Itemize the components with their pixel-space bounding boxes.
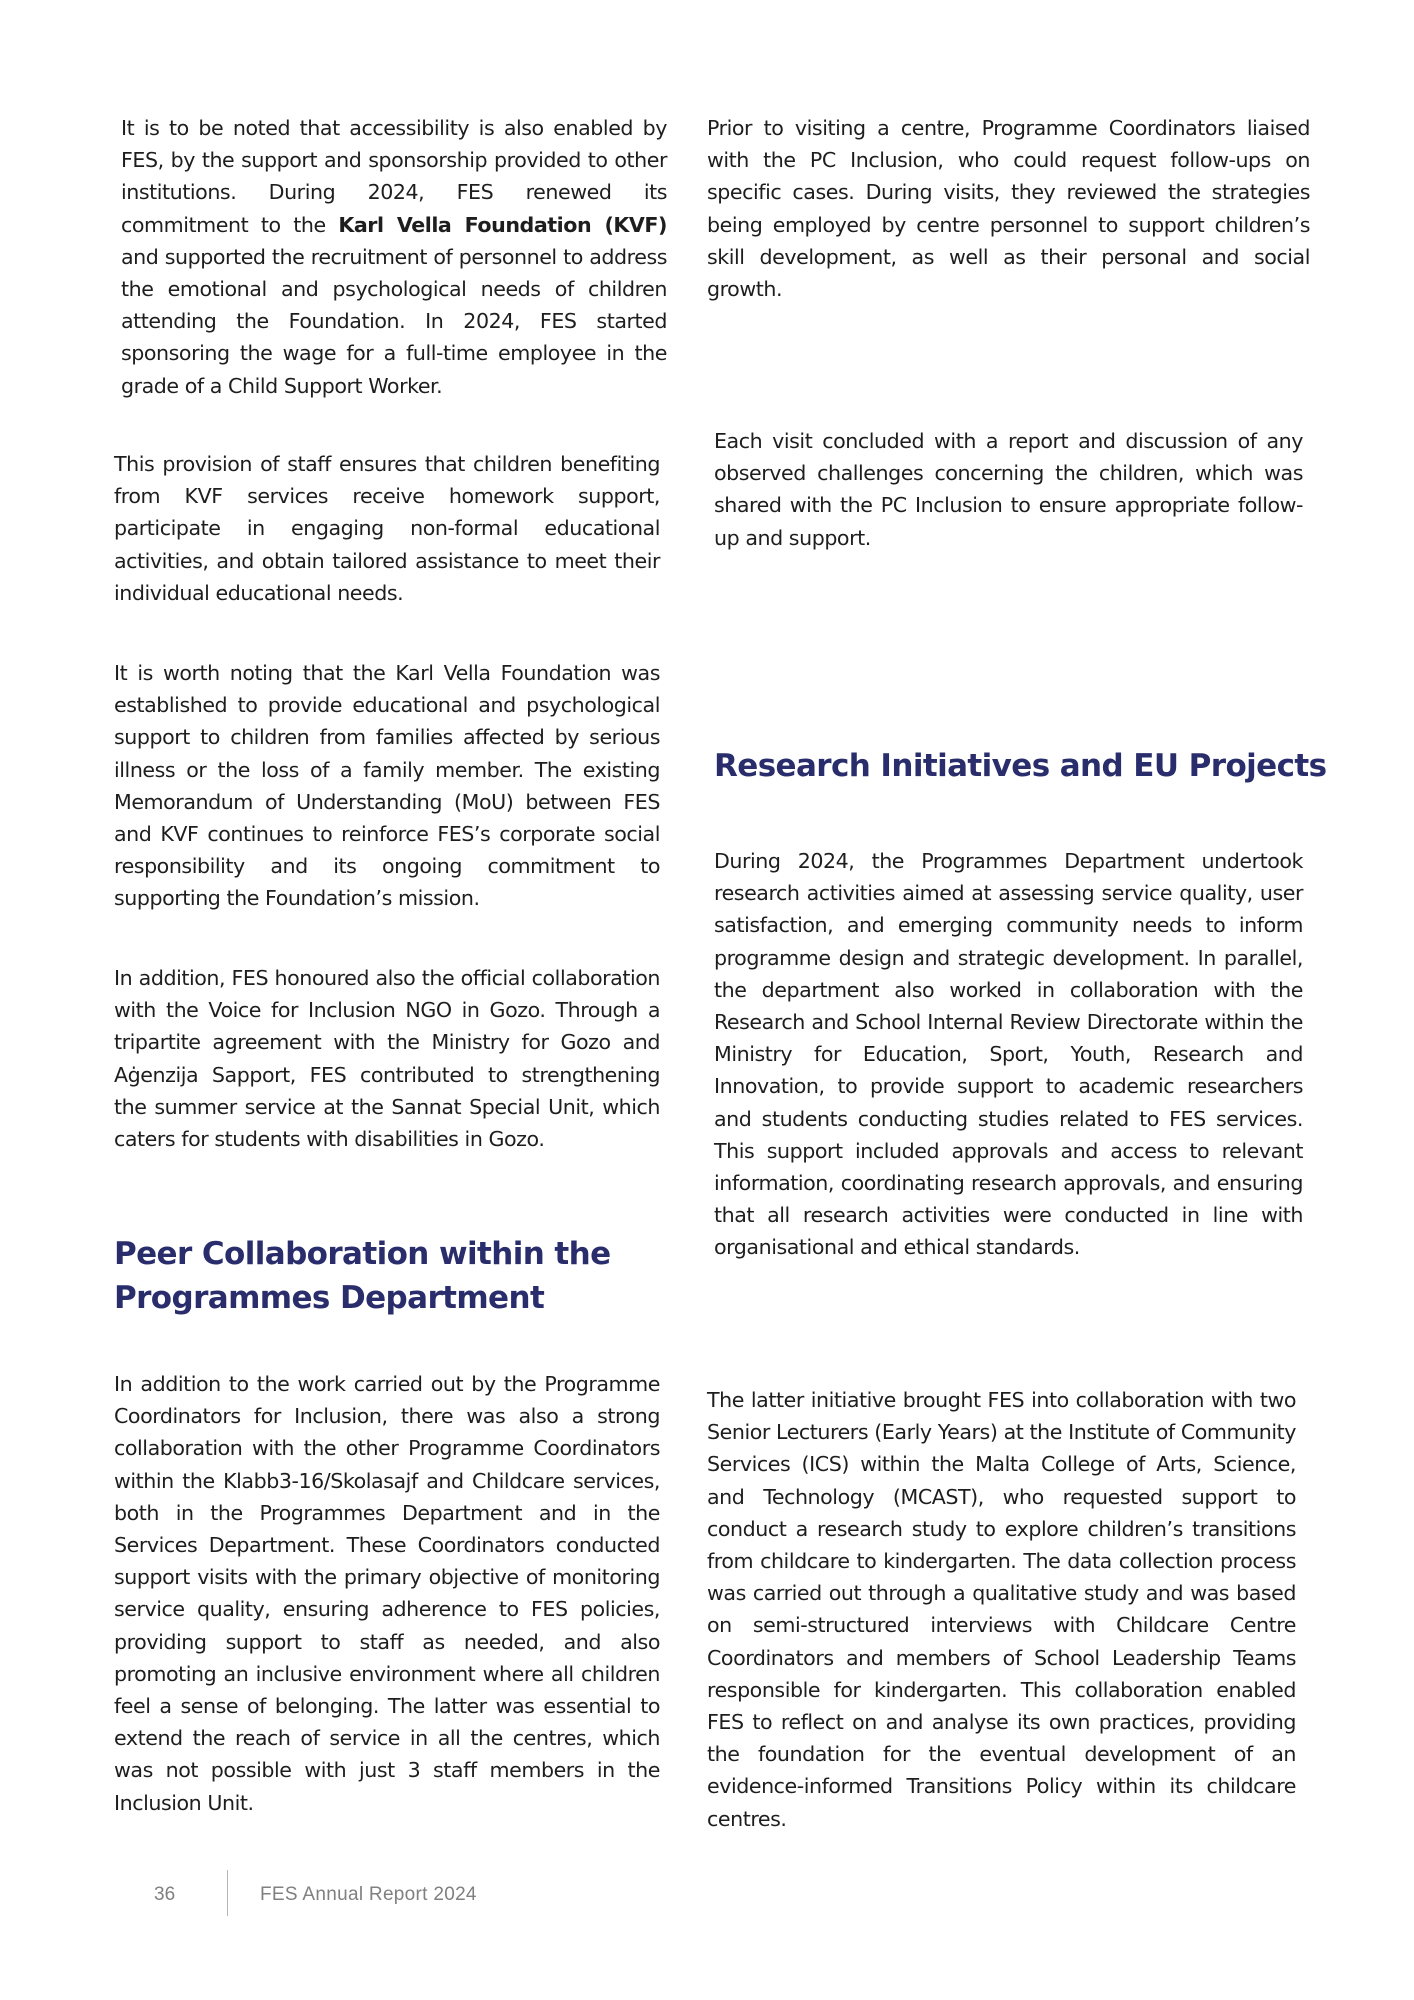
heading-peer-collaboration-line2: Programmes Department bbox=[114, 1280, 545, 1316]
left-paragraph-kvf-sponsorship bbox=[121, 112, 667, 402]
heading-peer-collaboration bbox=[114, 1232, 674, 1320]
kvf-bold-text: Karl Vella Foundation (KVF) bbox=[338, 212, 667, 237]
heading-peer-collaboration-line1: Peer Collaboration within the bbox=[114, 1236, 611, 1272]
left-paragraph-staff-provision: This provision of staff ensures that children benefiting from KVF services receive homework support, participate in engaging non-formal educational activities, and obtain tailored assistance to meet their individual educational needs. bbox=[114, 452, 660, 605]
right-paragraph-mcast-collaboration: The latter initiative brought FES into collaboration with two Senior Lecturers (Early Years) at the Institute of Community Services (ICS) within the Malta College of Arts, Science, and Technology (MCAST), who requested support to conduct a research study to explore children’s transitions from childcare to kindergarten. The data collection process was carried out through a qualitative study and was based on semi-structured interviews with Childcare Centre Coordinators and members of School Leadership Teams responsible for kindergarten. This collaboration enabled FES to reflect on and analyse its own practices, providing the foundation for the eventual development of an evidence-informed Transitions Policy within its childcare centres. bbox=[707, 1388, 1296, 1831]
left-p1-text-start: It is to be noted that accessibility is also enabled by FES, by the support and sponsorship provided to other institutions. During 2024, FES renewed its commitment to the bbox=[121, 116, 667, 237]
footer-report-title: FES Annual Report 2024 bbox=[260, 1884, 477, 1905]
left-paragraph-peer-collaboration: In addition to the work carried out by the Programme Coordinators for Inclusion, there was also a strong collaboration with the other Programme Coordinators within the Klabb3-16/Skolasajf and Childcare services, both in the Programmes Department and in the Services Department. These Coordinators conducted support visits with the primary objective of monitoring service quality, ensuring adherence to FES policies, providing support to staff as needed, and also promoting an inclusive environment where all children feel a sense of belonging. The latter was essential to extend the reach of service in all the centres, which was not possible with just 3 staff members in the Inclusion Unit. bbox=[114, 1372, 660, 1815]
left-p1-text-end: and supported the recruitment of personnel to address the emotional and psychological needs of children attending the Foundation. In 2024, FES started sponsoring the wage for a full-time employee in the grade of a Child Support Worker. bbox=[121, 244, 667, 398]
page-number: 36 bbox=[154, 1884, 176, 1905]
heading-research-initiatives: Research Initiatives and EU Projects bbox=[714, 748, 1327, 784]
left-paragraph-voice-for-inclusion: In addition, FES honoured also the official collaboration with the Voice for Inclusion NGO in Gozo. Through a tripartite agreement with the Ministry for Gozo and Aġenzija Sapport, FES contributed to strengthening the summer service at the Sannat Special Unit, which caters for students with disabilities in Gozo. bbox=[114, 966, 660, 1152]
right-paragraph-centre-visits: Prior to visiting a centre, Programme Coordinators liaised with the PC Inclusion, who could request follow-ups on specific cases. During visits, they reviewed the strategies being employed by centre personnel to support children’s skill development, as well as their personal and social growth. bbox=[707, 116, 1310, 302]
right-paragraph-visit-report: Each visit concluded with a report and discussion of any observed challenges concerning the children, which was shared with the PC Inclusion to ensure appropriate follow-up and support. bbox=[714, 429, 1303, 550]
left-paragraph-kvf-background: It is worth noting that the Karl Vella Foundation was established to provide educational and psychological support to children from families affected by serious illness or the loss of a family member. The existing Memorandum of Understanding (MoU) between FES and KVF continues to reinforce FES’s corporate social responsibility and its ongoing commitment to supporting the Foundation’s mission. bbox=[114, 661, 660, 911]
right-paragraph-research-activities: During 2024, the Programmes Department undertook research activities aimed at assessing service quality, user satisfaction, and emerging community needs to inform programme design and strategic development. In parallel, the department also worked in collaboration with the Research and School Internal Review Directorate within the Ministry for Education, Sport, Youth, Research and Innovation, to provide support to academic researchers and students conducting studies related to FES services. This support included approvals and access to relevant information, coordinating research approvals, and ensuring that all research activities were conducted in line with organisational and ethical standards. bbox=[714, 849, 1303, 1260]
footer-divider bbox=[227, 1870, 228, 1916]
